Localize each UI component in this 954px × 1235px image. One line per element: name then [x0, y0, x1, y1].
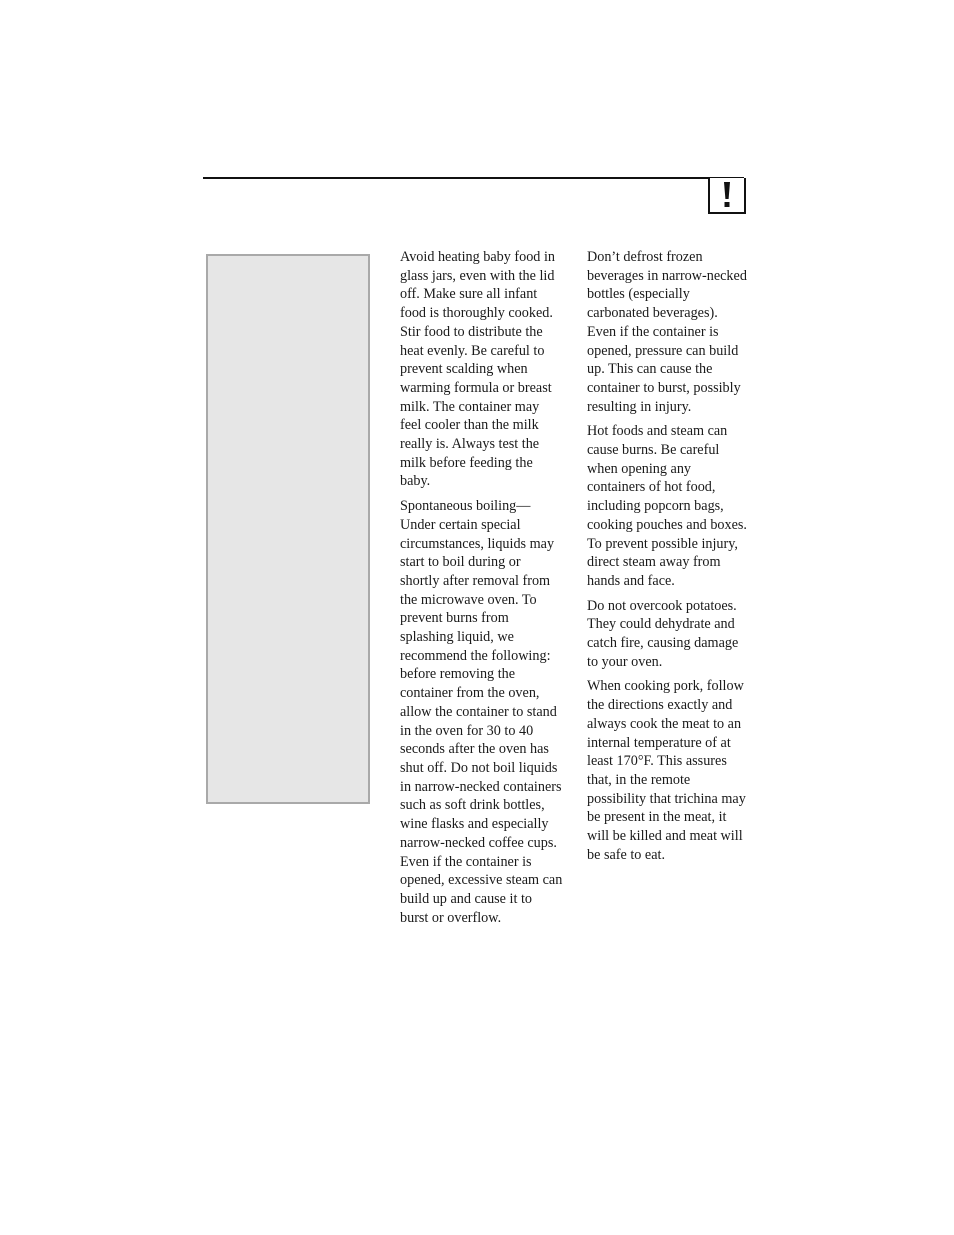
paragraph-cooking-pork: When cooking pork, follow the directions exactly and always cook the meat to an internal temperature of at least 170°F. This assures that, in the remote possibility that trichina may be present in the meat, it will be killed and meat will be safe to eat. — [587, 678, 746, 863]
paragraph-spontaneous-boiling: Spontaneous boiling—Under certain special circumstances, liquids may start to boil during or shortly after removal from the microwave oven. To prevent burns from splashing liquid, we recommend the following: before removing the container from the oven, allow the container to stand in the oven for 30 to 40 seconds after the oven has shut off. Do not boil liquids in narrow-necked containers such as soft drink bottles, wine flasks and especially narrow-necked coffee cups. Even if the container is opened, excessive steam can build up and cause it to burst or overflow. — [400, 498, 563, 926]
header-rule — [203, 177, 744, 179]
sidebar-panel — [206, 254, 370, 804]
paragraph-hot-foods-steam: Hot foods and steam can cause burns. Be careful when opening any containers of hot food, including popcorn bags, cooking pouches and boxes. To prevent possible injury, direct steam away from hands and face. — [587, 423, 747, 589]
warning-badge — [708, 178, 746, 214]
exclamation-icon — [710, 178, 744, 212]
text-column-right — [587, 248, 750, 871]
paragraph-overcook-potatoes: Do not overcook potatoes. They could dehydrate and catch fire, causing damage to your oven. — [587, 597, 739, 670]
paragraph-baby-food: Avoid heating baby food in glass jars, even with the lid off. Make sure all infant food is thoroughly cooked. Stir food to distribute the heat evenly. Be careful to prevent scalding when warming formula or breast milk. The container may feel cooler than the milk really is. Always test the milk before feeding the baby. — [400, 249, 555, 490]
paragraph-frozen-beverages: Don’t defrost frozen beverages in narrow-necked bottles (especially carbonated beverages). Even if the container is opened, pressure can build up. This can cause the container to burst, possibly resulting in injury. — [587, 249, 747, 415]
text-column-left — [400, 248, 563, 933]
